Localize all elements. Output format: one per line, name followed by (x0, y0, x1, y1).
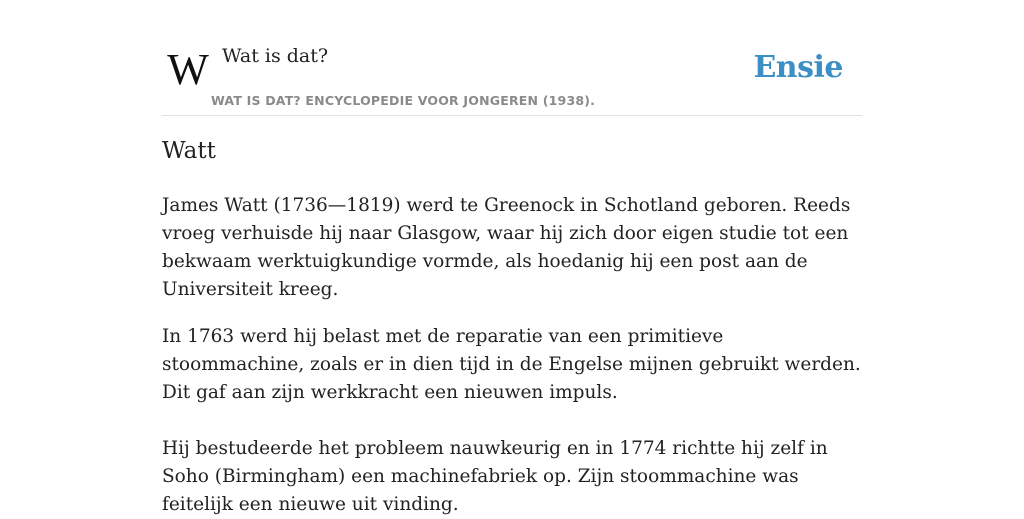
wikipedia-w-icon[interactable] (164, 48, 210, 94)
page (162, 0, 862, 515)
article-body (162, 192, 862, 519)
ensie-logo-link[interactable]: Ensie (753, 50, 843, 85)
site-subtitle: WAT IS DAT? ENCYCLOPEDIE VOOR JONGEREN (1938). (211, 93, 596, 108)
site-header (162, 0, 862, 116)
article-paragraph: In 1763 werd hij belast met de reparatie van een primitieve stoommachine, zoals er in dien tijd in de Engelse mijnen gebruikt werden. Dit gaf aan zijn werkkracht een nieuwen impuls. (162, 326, 861, 403)
site-title-link[interactable]: Wat is dat? (222, 45, 329, 67)
article-title: Watt (162, 138, 216, 164)
article-paragraph: Hij bestudeerde het probleem nauwkeurig en in 1774 richtte hij zelf in Soho (Birmingham) een machinefabriek op. Zijn stoommachine was feitelijk een nieuwe uit vinding. (162, 438, 828, 515)
article-paragraph: James Watt (1736—1819) werd te Greenock in Schotland geboren. Reeds vroeg verhuisde hij naar Glasgow, waar hij zich door eigen studie tot een bekwaam werktuigkundige vormde, als hoedanig hij een post aan de Universiteit kreeg. (162, 195, 851, 300)
svg-text:W: W (167, 48, 207, 94)
